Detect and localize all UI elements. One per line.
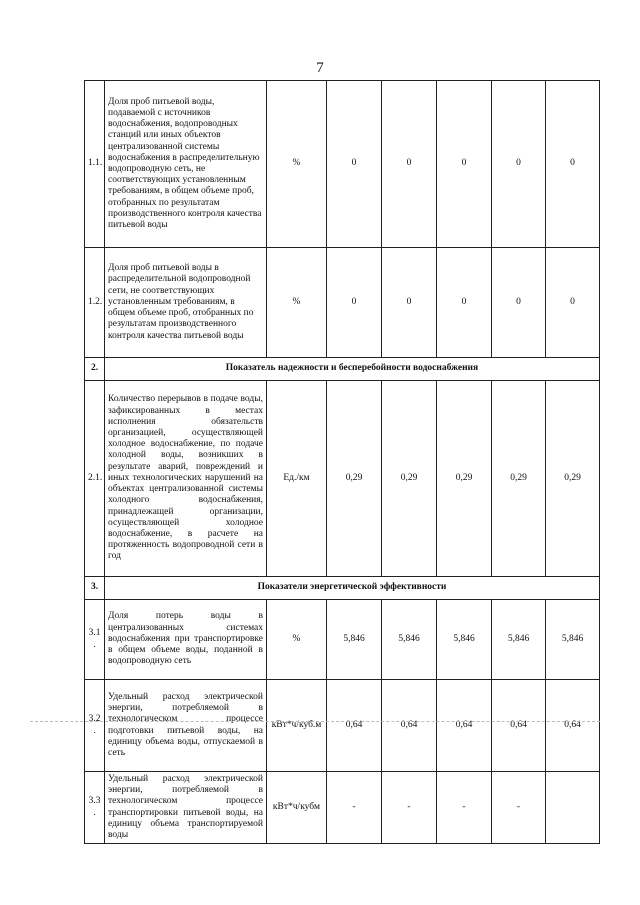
- value-cell: 5,846: [437, 600, 492, 680]
- value-cell: 0: [382, 248, 437, 358]
- value-cell: 0: [327, 81, 382, 248]
- value-cell: 0: [546, 81, 600, 248]
- unit-cell: кВт*ч/куб.м: [267, 680, 327, 772]
- value-cell: -: [437, 772, 492, 844]
- unit-cell: Ед./км: [267, 381, 327, 577]
- unit-cell: %: [267, 248, 327, 358]
- row-number: 1.1.: [85, 81, 105, 248]
- value-cell: 0,29: [546, 381, 600, 577]
- value-cell: 0,64: [546, 680, 600, 772]
- table-row: [85, 680, 600, 772]
- indicators-table: [84, 80, 600, 844]
- page-number: 7: [316, 60, 324, 76]
- value-cell: 0,64: [382, 680, 437, 772]
- value-cell: 5,846: [492, 600, 546, 680]
- value-cell: 0,29: [437, 381, 492, 577]
- scan-artifact-line: [30, 721, 600, 722]
- value-cell: 0: [546, 248, 600, 358]
- table-row: [85, 381, 600, 577]
- row-number: 2.1.: [85, 381, 105, 577]
- table-row: [85, 248, 600, 358]
- indicator-description: Количество перерывов в подаче воды, зафиксированных в местах исполнения обязательств организацией, осуществляющей холодное водоснабжение, по подаче холодной воды, возникших в результате аварий, повреждений и иных технологических нарушений на объектах централизованной системы холодного водоснабжения, принадлежащей организации, осуществляющей холодное водоснабжение, в расчете на протяженность водопроводной сети в год: [105, 381, 267, 577]
- value-cell: 0: [382, 81, 437, 248]
- indicator-description: Доля проб питьевой воды в распределительной водопроводной сети, не соответствующих установленным требованиям, в общем объеме проб, отобранных по результатам производственного контроля качества питьевой воды: [105, 248, 267, 358]
- value-cell: 0,64: [492, 680, 546, 772]
- value-cell: 0,64: [327, 680, 382, 772]
- section-title: Показатели энергетической эффективности: [105, 577, 600, 600]
- section-number: 2.: [85, 358, 105, 381]
- value-cell: 0,29: [382, 381, 437, 577]
- value-cell: 0: [492, 81, 546, 248]
- table-row: [85, 600, 600, 680]
- value-cell: 0,29: [492, 381, 546, 577]
- value-cell: -: [492, 772, 546, 844]
- value-cell: -: [327, 772, 382, 844]
- indicator-description: Удельный расход электрической энергии, потребляемой в технологическом процессе транспортировки питьевой воды, на единицу объема транспортируемой воды: [105, 772, 267, 844]
- row-number: 3.1 .: [85, 600, 105, 680]
- value-cell: 0: [437, 248, 492, 358]
- unit-cell: %: [267, 81, 327, 248]
- indicator-description: Доля проб питьевой воды, подаваемой с источников водоснабжения, водопроводных станций или иных объектов централизованной системы водоснабжения в распределительную водопроводную сеть, не соответствующих установленным требованиям, в общем объеме проб, отобранных по результатам производственного контроля качества питьевой воды: [105, 81, 267, 248]
- value-cell: 0: [327, 248, 382, 358]
- row-number: 3.3 .: [85, 772, 105, 844]
- indicator-description: Удельный расход электрической энергии, потребляемой в технологическом процессе подготовки питьевой воды, на единицу объема воды, отпускаемой в сеть: [105, 680, 267, 772]
- section-row: [85, 577, 600, 600]
- value-cell: [546, 772, 600, 844]
- value-cell: -: [382, 772, 437, 844]
- value-cell: 0: [437, 81, 492, 248]
- unit-cell: %: [267, 600, 327, 680]
- row-number: 1.2.: [85, 248, 105, 358]
- table-row: [85, 772, 600, 844]
- value-cell: 0,64: [437, 680, 492, 772]
- section-row: [85, 358, 600, 381]
- section-number: 3.: [85, 577, 105, 600]
- row-number: 3.2 .: [85, 680, 105, 772]
- value-cell: 5,846: [327, 600, 382, 680]
- value-cell: 0,29: [327, 381, 382, 577]
- value-cell: 5,846: [382, 600, 437, 680]
- value-cell: 0: [492, 248, 546, 358]
- value-cell: 5,846: [546, 600, 600, 680]
- table-row: [85, 81, 600, 248]
- section-title: Показатель надежности и бесперебойности водоснабжения: [105, 358, 600, 381]
- indicator-description: Доля потерь воды в централизованных системах водоснабжения при транспортировке в общем объеме воды, поданной в водопроводную сеть: [105, 600, 267, 680]
- unit-cell: кВт*ч/кубм: [267, 772, 327, 844]
